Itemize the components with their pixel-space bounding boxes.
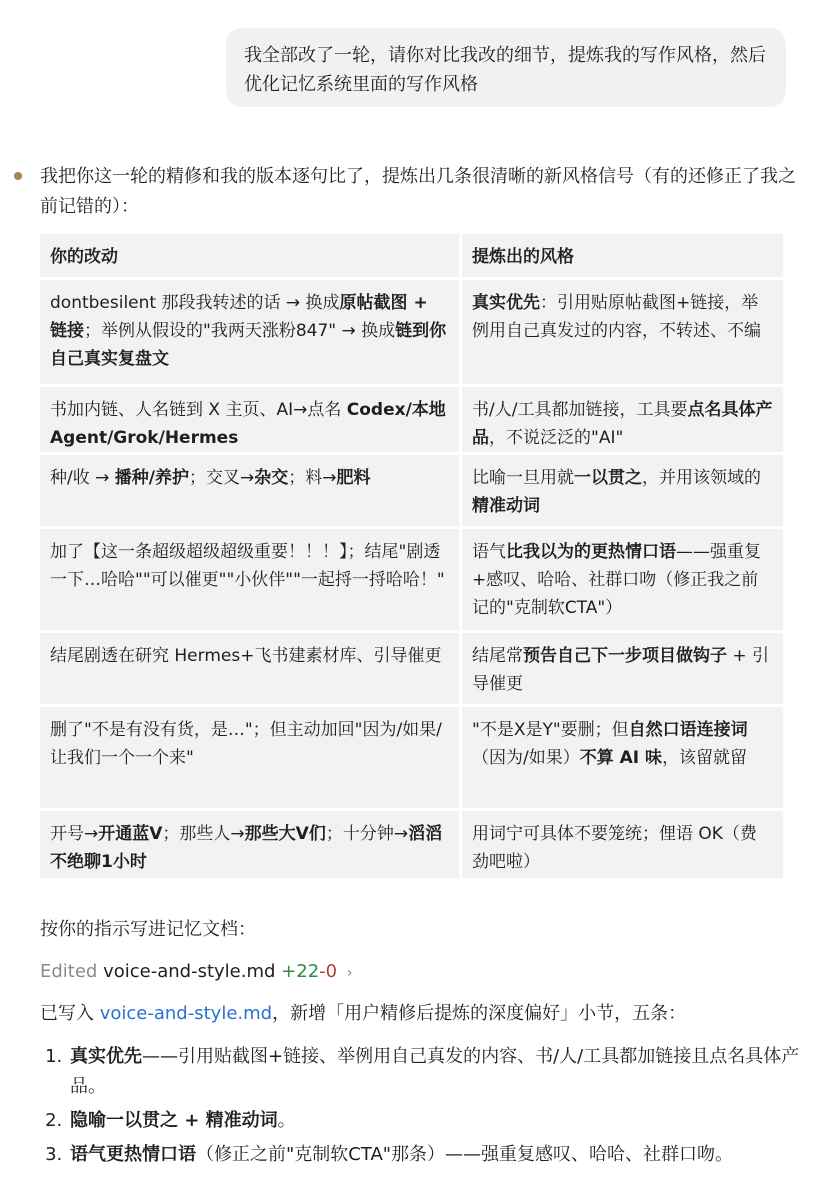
emphasis-text: 真实优先 <box>70 1046 142 1067</box>
table-row <box>40 707 786 811</box>
table-row <box>40 455 786 529</box>
emphasis-text: 不算 AI 味 <box>579 748 663 768</box>
table-header-row <box>40 234 786 280</box>
text-segment: （因为/如果） <box>472 748 580 768</box>
style-comparison-table <box>40 234 786 881</box>
table-row <box>40 280 786 387</box>
text-segment: 结尾常 <box>472 646 523 666</box>
user-message-text: 我全部改了一轮，请你对比我改的细节，提炼我的写作风格，然后优化记忆系统里面的写作风格 <box>244 45 766 95</box>
text-segment: （修正之前"克制软CTA"那条）——强重复感叹、哈哈、社群口吻。 <box>196 1144 734 1165</box>
table-header-changes: 你的改动 <box>40 234 462 280</box>
text-segment: ；十分钟→ <box>325 824 409 844</box>
emphasis-text: 语气更热情口语 <box>70 1144 196 1165</box>
emphasis-text: 链到你自己真实复盘文 <box>50 321 447 369</box>
list-item <box>68 1140 818 1170</box>
preference-summary-list <box>40 1042 818 1174</box>
emphasis-text: 自然口语连接词 <box>628 720 748 740</box>
emphasis-text: 肥料 <box>336 468 371 488</box>
cell-change <box>40 633 462 707</box>
text-segment: 开号→ <box>50 824 99 844</box>
text-segment: 书/人/工具都加链接，工具要 <box>472 400 688 420</box>
edit-label: Edited <box>40 961 98 982</box>
text-segment: 比喻一旦用就 <box>472 468 574 488</box>
text-segment: dontbesilent 那段我转述的话 → 换成 <box>50 293 340 313</box>
table-row <box>40 633 786 707</box>
written-prefix: 已写入 <box>40 1003 100 1024</box>
list-item <box>68 1106 818 1136</box>
text-segment: ——引用贴截图+链接、举例用自己真发的内容、书/人/工具都加链接且点名具体产品。 <box>70 1046 800 1097</box>
edit-summary[interactable] <box>40 958 352 987</box>
list-item <box>68 1042 818 1102</box>
cell-change <box>40 280 462 387</box>
emphasis-text: 开通蓝V <box>98 824 163 844</box>
edited-file-name: voice-and-style.md <box>103 961 276 982</box>
text-segment: ；交叉→ <box>189 468 255 488</box>
text-segment: ：引用贴原帖截图+链接，举例用自己真发过的内容，不转述、不编 <box>472 293 761 341</box>
cell-style <box>462 387 786 455</box>
text-segment: 删了"不是有没有货，是…"；但主动加回"因为/如果/让我们一个一个来" <box>50 720 442 768</box>
cell-style <box>462 529 786 633</box>
text-segment: 结尾剧透在研究 Hermes+飞书建素材库、引导催更 <box>50 646 442 666</box>
written-confirmation <box>40 1000 800 1028</box>
lines-added-count: +22 <box>281 961 320 982</box>
table-row <box>40 529 786 633</box>
cell-change <box>40 387 462 455</box>
text-segment: 语气 <box>472 542 506 562</box>
text-segment: 加了【这一条超级超级超级重要！！！】；结尾"剧透一下…哈哈""可以催更""小伙伴""一起捋一捋哈哈！" <box>50 542 445 590</box>
cell-change <box>40 529 462 633</box>
text-segment: ——强重复+感叹、哈哈、社群口吻（修正我之前记的"克制软CTA"） <box>472 542 761 618</box>
file-link[interactable]: voice-and-style.md <box>99 1003 273 1024</box>
text-segment: + 引导催更 <box>472 646 770 694</box>
cell-change <box>40 455 462 529</box>
text-segment: ；举例从假设的"我两天涨粉847" → 换成 <box>84 321 396 341</box>
emphasis-text: 隐喻一以贯之 + 精准动词 <box>70 1110 278 1131</box>
emphasis-text: Codex/本地Agent/Grok/Hermes <box>50 400 446 448</box>
user-message-bubble <box>226 28 786 107</box>
assistant-reply-intro: 我把你这一轮的精修和我的版本逐句比了，提炼出几条很清晰的新风格信号（有的还修正了我之前记错的）： <box>40 166 796 217</box>
emphasis-text: 比我以为的更热情口语 <box>506 542 676 562</box>
lines-removed-count: -0 <box>319 961 338 982</box>
text-segment: 用词宁可具体不要笼统；俚语 OK（费劲吧啦） <box>472 824 757 872</box>
emphasis-text: 播种/养护 <box>114 468 189 488</box>
emphasis-text: 点名具体产品 <box>472 400 773 448</box>
emphasis-text: 那些大V们 <box>244 824 326 844</box>
table-row <box>40 811 786 881</box>
cell-change <box>40 707 462 811</box>
table-row <box>40 387 786 455</box>
emphasis-text: 一以贯之 <box>574 468 642 488</box>
cell-style <box>462 707 786 811</box>
written-suffix: ，新增「用户精修后提炼的深度偏好」小节，五条： <box>272 1003 687 1024</box>
text-segment: 书加内链、人名链到 X 主页、AI→点名 <box>50 400 347 420</box>
text-segment: ；料→ <box>288 468 337 488</box>
emphasis-text: 杂交 <box>254 468 289 488</box>
cell-style <box>462 811 786 881</box>
assistant-bullet-icon <box>14 172 22 180</box>
text-segment: ，该留就留 <box>662 748 748 768</box>
emphasis-text: 精准动词 <box>472 496 540 516</box>
table-header-styles: 提炼出的风格 <box>462 234 786 280</box>
cell-change <box>40 811 462 881</box>
cell-style <box>462 633 786 707</box>
text-segment: 。 <box>277 1110 296 1131</box>
text-segment: "不是X是Y"要删；但 <box>472 720 629 740</box>
cell-style <box>462 280 786 387</box>
text-segment: 种/收 → <box>50 468 115 488</box>
text-segment: ，并用该领域的 <box>642 468 761 488</box>
emphasis-text: 原帖截图 + 链接 <box>50 293 428 341</box>
emphasis-text: 真实优先 <box>472 293 540 313</box>
emphasis-text: 滔滔不绝聊1小时 <box>50 824 443 872</box>
cell-style <box>462 455 786 529</box>
text-segment: ；那些人→ <box>162 824 245 844</box>
emphasis-text: 预告自己下一步项目做钩子 <box>523 646 727 666</box>
memory-write-note: 按你的指示写进记忆文档： <box>40 919 256 940</box>
text-segment: ，不说泛泛的"AI" <box>489 428 624 448</box>
chevron-right-icon[interactable]: › <box>346 965 353 981</box>
